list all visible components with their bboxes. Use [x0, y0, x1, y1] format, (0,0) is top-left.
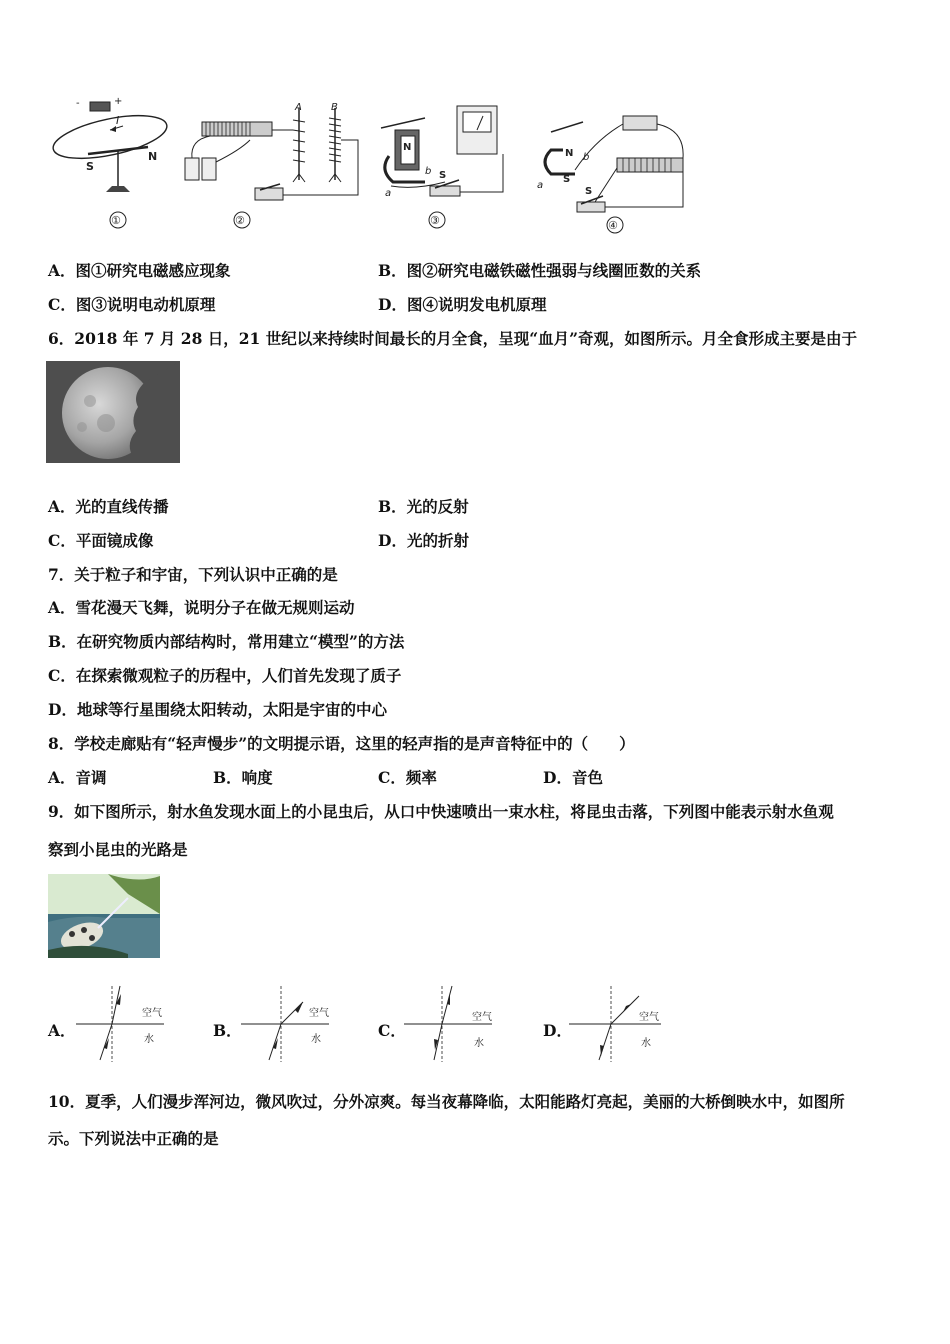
fig1-current-label: I — [116, 114, 120, 127]
q8-option-a[interactable]: A．音调 — [48, 768, 107, 787]
q8-option-b[interactable]: B．响度 — [213, 768, 273, 787]
fig3-b-label: b — [425, 166, 432, 177]
q10-stem-line-2: 示。下列说法中正确的是 — [48, 1129, 219, 1148]
archerfish-photo — [48, 874, 160, 958]
q9-b-air-label: 空气 — [309, 1008, 329, 1019]
fig3-s-label: S — [439, 170, 447, 181]
fig1-number: ① — [111, 214, 121, 227]
q9-d-air-label: 空气 — [639, 1012, 659, 1023]
q9-d-water-label: 水 — [641, 1038, 651, 1049]
fig3-number: ③ — [430, 214, 440, 227]
q9-b-water-label: 水 — [311, 1034, 321, 1045]
figure-2-electromagnet — [180, 100, 365, 232]
fig3-n-label: N — [403, 142, 412, 153]
figure-3-motor-principle — [375, 100, 515, 232]
q9-option-a-label[interactable]: A． — [48, 1021, 76, 1040]
q6-option-c[interactable]: C．平面镜成像 — [48, 531, 154, 550]
q6-option-a[interactable]: A．光的直线传播 — [48, 497, 169, 516]
svg-text:+: + — [114, 96, 123, 107]
fig4-a-label: a — [537, 180, 544, 191]
q7-option-c[interactable]: C．在探索微观粒子的历程中，人们首先发现了质子 — [48, 666, 402, 685]
q5-option-d[interactable]: D．图④说明发电机原理 — [378, 295, 547, 314]
fig4-b-label: b — [583, 152, 590, 163]
fig4-s2-label: S — [585, 186, 593, 197]
q9-option-b-label[interactable]: B． — [213, 1021, 242, 1040]
q9-option-c-diagram[interactable] — [404, 984, 496, 1064]
q10-stem-line-1: 10．夏季，人们漫步浑河边，微风吹过，分外凉爽。每当夜幕降临，太阳能路灯亮起，美丽的大桥倒映水中，如图所 — [48, 1092, 845, 1111]
fig3-a-label: a — [385, 188, 392, 199]
figure-4-generator-principle — [535, 110, 695, 235]
q6-option-b[interactable]: B．光的反射 — [378, 497, 469, 516]
q9-stem-line-2: 察到小昆虫的光路是 — [48, 840, 188, 859]
q7-stem: 7．关于粒子和宇宙，下列认识中正确的是 — [48, 565, 338, 584]
q9-option-d-diagram[interactable] — [569, 984, 665, 1064]
q5-option-a[interactable]: A．图①研究电磁感应现象 — [48, 261, 231, 280]
q9-option-b-diagram[interactable] — [241, 984, 333, 1064]
fig2-a-label: A — [295, 102, 302, 113]
fig2-number: ② — [235, 214, 245, 227]
q6-stem: 6．2018 年 7 月 28 日，21 世纪以来持续时间最长的月全食，呈现“血月”奇观，如图所示。月全食形成主要是由于 — [48, 329, 858, 348]
q7-option-d[interactable]: D．地球等行星围绕太阳转动，太阳是宇宙的中心 — [48, 700, 387, 719]
fig4-number: ④ — [608, 219, 618, 232]
q9-c-air-label: 空气 — [472, 1012, 492, 1023]
blood-moon-photo — [46, 361, 180, 463]
q7-option-a[interactable]: A．雪花漫天飞舞，说明分子在做无规则运动 — [48, 598, 355, 617]
q9-c-water-label: 水 — [474, 1038, 484, 1049]
q5-option-b[interactable]: B．图②研究电磁铁磁性强弱与线圈匝数的关系 — [378, 261, 702, 280]
fig4-n-label: N — [565, 148, 574, 159]
q8-option-c[interactable]: C．频率 — [378, 768, 437, 787]
q9-a-air-label: 空气 — [142, 1008, 162, 1019]
figure-1-oersted-experiment — [48, 92, 178, 232]
q8-stem: 8．学校走廊贴有“轻声慢步”的文明提示语，这里的轻声指的是声音特征中的（ ） — [48, 734, 635, 753]
q9-option-c-label[interactable]: C． — [378, 1021, 406, 1040]
svg-text:-: - — [76, 98, 80, 109]
q9-option-d-label[interactable]: D． — [543, 1021, 572, 1040]
fig1-n-label: N — [148, 150, 158, 163]
q8-option-d[interactable]: D．音色 — [543, 768, 603, 787]
q9-option-a-diagram[interactable] — [76, 984, 168, 1064]
q9-stem-line-1: 9．如下图所示，射水鱼发现水面上的小昆虫后，从口中快速喷出一束水柱，将昆虫击落，下列图中能表示射水鱼观 — [48, 802, 834, 821]
fig4-s1-label: S — [563, 174, 571, 185]
q6-option-d[interactable]: D．光的折射 — [378, 531, 469, 550]
q5-option-c[interactable]: C．图③说明电动机原理 — [48, 295, 216, 314]
fig1-s-label: S — [86, 160, 94, 173]
q9-a-water-label: 水 — [144, 1034, 154, 1045]
fig2-b-label: B — [331, 102, 338, 113]
q7-option-b[interactable]: B．在研究物质内部结构时，常用建立“模型”的方法 — [48, 632, 405, 651]
